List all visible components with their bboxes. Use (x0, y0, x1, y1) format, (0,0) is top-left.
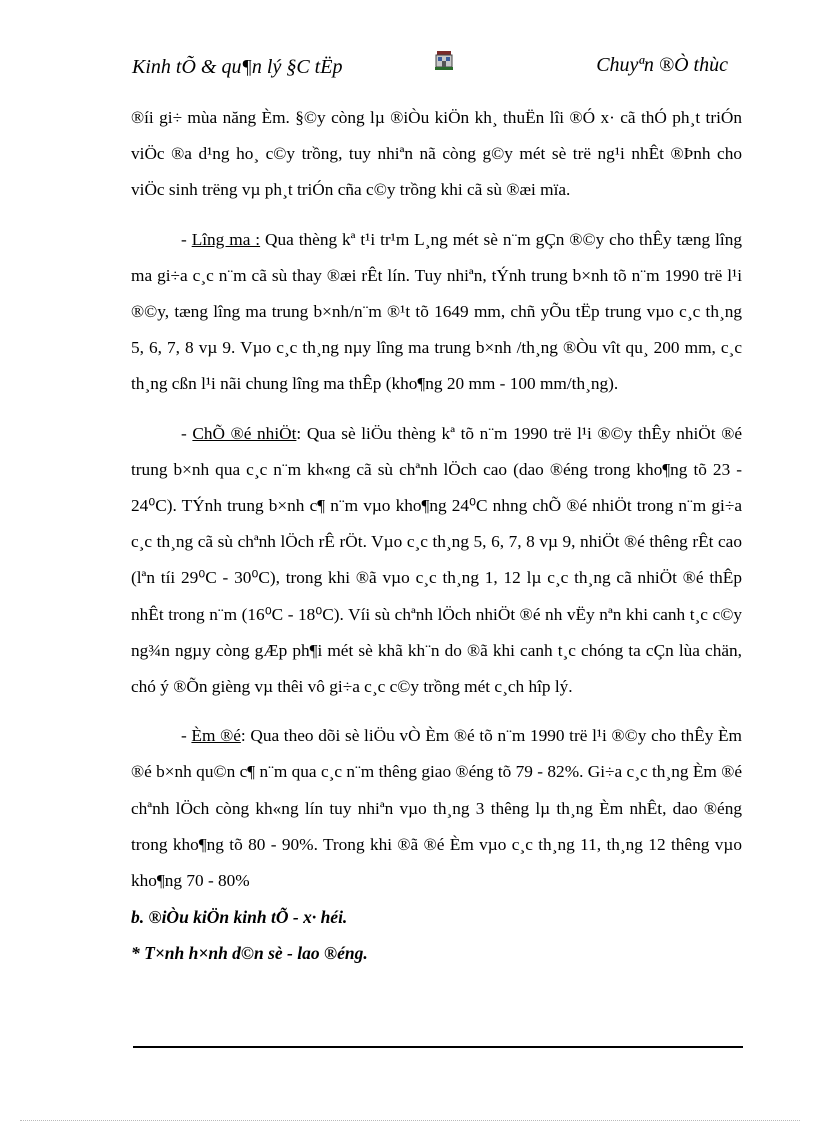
footer-rule (133, 1046, 743, 1048)
rainfall-label: Lîng ma : (191, 229, 261, 249)
temperature-text: : Qua sè liÖu thèng kª tõ n¨m 1990 trë l¹i ®©y thÊy nhiÖt ®é trung b×nh qua c¸c n¨m kh«ng cã sù chªnh lÖch cao (dao ®éng trong kho¶ng tõ 23 - 24⁰C). TÝnh trung b×nh c¶ n¨m vµo kho¶ng 24⁰C nhng chÕ ®é nhiÖt trong n¨m gi÷a c¸c th¸ng cã sù chªnh lÖch rÊ rÖt. Vµo c¸c th¸ng 5, 6, 7, 8 vµ 9, nhiÖt ®é thêng rÊt cao (lªn tíi 29⁰C - 30⁰C), trong khi ®ã vµo c¸c th¸ng 1, 12 lµ c¸c th¸ng cã nhiÖt ®é thÊp nhÊt trong n¨m (16⁰C - 18⁰C). Víi sù chªnh lÖch nhiÖt ®é nh vËy nªn khi canh t¸c c©y ng¾n ngµy còng gÆp ph¶i mét sè khã kh¨n do ®ã khi canh t¸c chóng ta cÇn lùa chän, chó ý ®Õn gièng vµ thêi vô gi÷a c¸c c©y trồng mét c¸ch hîp lý. (131, 423, 742, 697)
paragraph-temperature (131, 416, 742, 706)
bullet-dash: - (181, 726, 192, 746)
rainfall-text: Qua thèng kª t¹i tr¹m L¸ng mét sè n¨m gÇn ®©y cho thÊy tæng lîng ma gi÷a c¸c n¨m cã sù thay ®æi rÊt lín. Tuy nhiªn, tÝnh trung b×nh tõ n¨m 1990 trë l¹i ®©y, tæng lîng ma trung b×nh/n¨m ®¹t tõ 1649 mm, chñ yÕu tËp trung vµo c¸c th¸ng 5, 6, 7, 8 vµ 9. Vµo c¸c th¸ng nµy lîng ma trung b×nh /th¸ng ®Òu vît qu¸ 200 mm, c¸c th¸ng cßn l¹i nãi chung lîng ma thÊp (kho¶ng 20 mm - 100 mm/th¸ng). (131, 229, 743, 394)
humidity-text: : Qua theo dõi sè liÖu vÒ Èm ®é tõ n¨m 1990 trë l¹i ®©y cho thÊy Èm ®é b×nh qu©n c¶ n¨m qua c¸c n¨m thêng giao ®éng tõ 79 - 82%. Gi÷a c¸c th¸ng Èm ®é chªnh lÖch còng kh«ng lín tuy nhiªn vµo th¸ng 3 thêng lµ th¸ng Èm nhÊt, dao ®éng trong kho¶ng tõ 80 - 90%. Trong khi ®ã ®é Èm vµo c¸c th¸ng 11, th¸ng 12 thêng vµo kho¶ng 70 - 80% (131, 726, 742, 891)
section-heading-b: b. ®iÒu kiÖn kinh tÕ - x· héi. (131, 907, 348, 928)
bullet-dash: - (181, 423, 193, 443)
temperature-label: ChÕ ®é nhiÖt (192, 423, 297, 443)
header-left-title: Kinh tÕ & qu¶n lý §C tËp (132, 56, 343, 78)
bullet-dash: - (181, 229, 192, 249)
document-logo-icon (434, 50, 454, 72)
header-right-title: Chuyªn ®Ò thùc (596, 54, 728, 76)
subsection-heading-population: * T×nh h×nh d©n sè - lao ®éng. (131, 943, 368, 964)
paragraph-humidity (131, 718, 742, 899)
paragraph-humidity-intro: ®íi gi÷ mùa năng Èm. §©y còng lµ ®iÒu kiÖn kh¸ thuËn lîi ®Ó x· cã thÓ ph¸t triÓn viÖc ®a d¹ng ho¸ c©y trồng, tuy nhiªn nã còng g©y mét sè trë ng¹i nhÊt ®Þnh cho viÖc sinh trëng vµ ph¸t triÓn cña c©y trồng khi cã sù ®æi mïa. (131, 108, 742, 200)
humidity-label: Èm ®é (191, 726, 241, 746)
page-bottom-dotted-line (20, 1120, 800, 1121)
paragraph-rainfall (131, 222, 742, 403)
document-body (131, 100, 742, 972)
